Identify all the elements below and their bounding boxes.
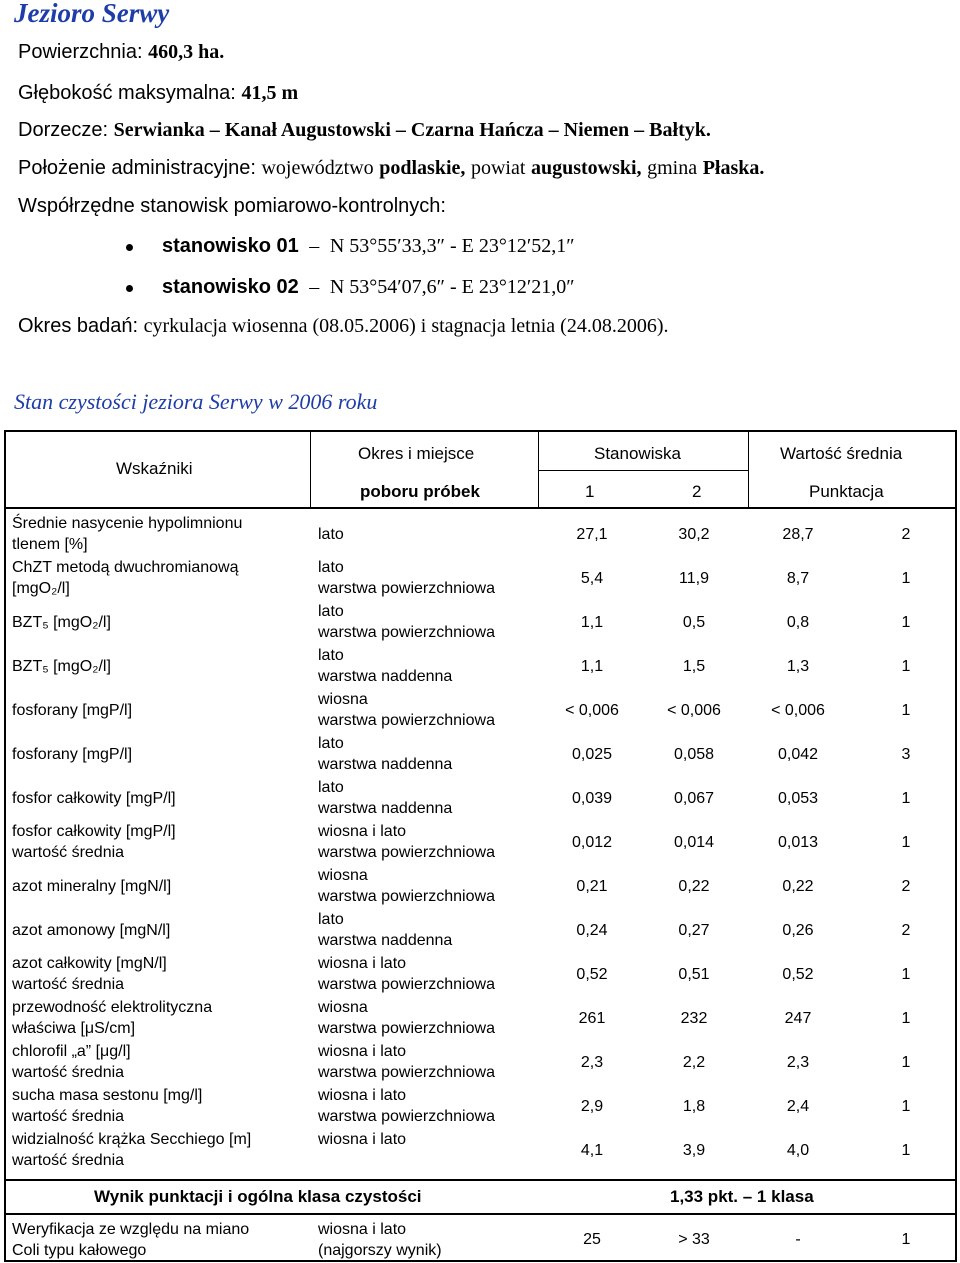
- row-indicator-2: wartość średnia: [12, 1064, 125, 1081]
- verif-mean: -: [795, 1231, 801, 1248]
- period-line: [18, 315, 668, 338]
- row-indicator: fosfor całkowity [mgP/l]: [12, 790, 176, 807]
- row-station-2: 11,9: [679, 570, 709, 587]
- depth-line: [18, 82, 298, 105]
- bullet-icon: [126, 285, 133, 292]
- station-1-coord: N 53°55′33,3″ - E 23°12′52,1″: [329, 235, 575, 257]
- row-points: 1: [901, 966, 911, 983]
- row-indicator: widzialność krążka Secchiego [m]: [12, 1131, 252, 1148]
- header-divider: [748, 432, 749, 507]
- row-indicator-2: właściwa [μS/cm]: [12, 1020, 136, 1037]
- row-points: 1: [901, 658, 911, 675]
- depth-label: Głębokość maksymalna:: [18, 82, 236, 104]
- row-period: lato: [318, 526, 344, 543]
- station-2-coord: N 53°54′07,6″ - E 23°12′21,0″: [329, 276, 575, 298]
- verif-period-1: wiosna i lato: [318, 1221, 407, 1238]
- depth-value: 41,5 m: [241, 82, 299, 104]
- row-points: 1: [901, 790, 911, 807]
- page-title: Jezioro Serwy: [14, 0, 170, 28]
- row-points: 1: [901, 834, 911, 851]
- row-layer: warstwa powierzchniowa: [318, 712, 495, 729]
- row-mean: 8,7: [786, 570, 810, 587]
- row-station-1: 0,025: [571, 746, 613, 763]
- row-layer: warstwa naddenna: [318, 932, 453, 949]
- row-points: 3: [901, 746, 911, 763]
- row-mean: 0,042: [777, 746, 819, 763]
- row-points: 2: [901, 878, 911, 895]
- row-indicator: azot całkowity [mgN/l]: [12, 955, 167, 972]
- row-mean: 4,0: [786, 1142, 810, 1159]
- area-line: [18, 41, 224, 64]
- row-station-2: 0,058: [673, 746, 715, 763]
- row-station-2: 232: [680, 1010, 708, 1027]
- row-indicator-2: tlenem [%]: [12, 536, 88, 553]
- row-indicator: przewodność elektrolityczna: [12, 999, 213, 1016]
- row-station-1: 4,1: [580, 1142, 604, 1159]
- row-station-1: 0,21: [576, 878, 608, 895]
- row-station-2: 1,8: [682, 1098, 706, 1115]
- header-period-1: Okres i miejsce: [358, 444, 475, 463]
- admin-text-2: powiat: [470, 157, 526, 179]
- header-indicators: Wskaźniki: [116, 459, 193, 478]
- row-mean: 247: [784, 1010, 812, 1027]
- row-mean: 0,26: [782, 922, 814, 939]
- row-mean: 0,22: [782, 878, 814, 895]
- row-station-1: 0,52: [576, 966, 608, 983]
- header-station-1: 1: [585, 482, 595, 501]
- summary-top-rule: [6, 1179, 955, 1181]
- row-station-1: < 0,006: [565, 702, 619, 719]
- row-indicator: BZT₅ [mgO₂/l]: [12, 614, 111, 631]
- row-station-2: 1,5: [682, 658, 706, 675]
- row-layer: warstwa naddenna: [318, 668, 453, 685]
- verif-indicator-1: Weryfikacja ze względu na miano: [12, 1221, 250, 1238]
- summary-label: Wynik punktacji i ogólna klasa czystości: [94, 1187, 422, 1206]
- header-stations: Stanowiska: [594, 444, 681, 463]
- admin-label: Położenie administracyjne:: [18, 157, 256, 179]
- row-period: wiosna: [318, 999, 368, 1016]
- row-period: lato: [318, 779, 344, 796]
- row-mean: 28,7: [782, 526, 814, 543]
- row-station-1: 2,3: [580, 1054, 604, 1071]
- row-points: 1: [901, 1010, 911, 1027]
- row-station-1: 1,1: [580, 614, 604, 631]
- row-station-2: 0,014: [673, 834, 715, 851]
- row-mean: 2,3: [786, 1054, 810, 1071]
- row-period: lato: [318, 603, 344, 620]
- period-label: Okres badań:: [18, 315, 139, 337]
- coords-line: [18, 195, 446, 218]
- row-mean: 0,053: [777, 790, 819, 807]
- row-period: wiosna i lato: [318, 955, 407, 972]
- row-points: 1: [901, 1098, 911, 1115]
- row-points: 1: [901, 1142, 911, 1159]
- row-layer: warstwa powierzchniowa: [318, 844, 495, 861]
- row-indicator: fosfor całkowity [mgP/l]: [12, 823, 176, 840]
- station-1-dash: –: [304, 235, 325, 257]
- row-indicator: sucha masa sestonu [mg/l]: [12, 1087, 203, 1104]
- water-quality-table: [4, 430, 957, 1262]
- admin-voivodeship: podlaskie,: [379, 157, 466, 179]
- admin-text-3: gmina: [647, 157, 698, 179]
- row-layer: warstwa powierzchniowa: [318, 1020, 495, 1037]
- row-station-1: 0,039: [571, 790, 613, 807]
- row-period: wiosna i lato: [318, 823, 407, 840]
- basin-label: Dorzecze:: [18, 119, 109, 141]
- row-indicator: chlorofil „a” [μg/l]: [12, 1043, 131, 1060]
- row-indicator-2: wartość średnia: [12, 1152, 125, 1169]
- verif-points: 1: [901, 1231, 911, 1248]
- admin-commune: Płaska.: [702, 157, 765, 179]
- basin-value: Serwianka – Kanał Augustowski – Czarna Hańcza – Niemen – Bałtyk.: [113, 119, 711, 141]
- row-period: wiosna i lato: [318, 1087, 407, 1104]
- header-mean: Wartość średnia: [780, 444, 903, 463]
- row-station-2: 0,22: [678, 878, 710, 895]
- row-points: 1: [901, 1054, 911, 1071]
- row-indicator: azot amonowy [mgN/l]: [12, 922, 171, 939]
- row-mean: 2,4: [786, 1098, 810, 1115]
- row-station-2: 0,5: [682, 614, 706, 631]
- row-station-1: 0,24: [576, 922, 608, 939]
- row-indicator: Średnie nasycenie hypolimnionu: [12, 515, 243, 532]
- verif-station-2: > 33: [678, 1231, 710, 1248]
- row-indicator-2: wartość średnia: [12, 976, 125, 993]
- basin-line: [18, 119, 711, 142]
- table-title: Stan czystości jeziora Serwy w 2006 roku: [14, 389, 378, 414]
- row-points: 2: [901, 922, 911, 939]
- row-points: 1: [901, 570, 911, 587]
- header-divider: [538, 470, 748, 471]
- station-1: [162, 235, 575, 258]
- header-bottom-rule: [6, 507, 955, 509]
- row-indicator-2: wartość średnia: [12, 844, 125, 861]
- row-indicator-2: [mgO₂/l]: [12, 580, 70, 597]
- row-station-2: 0,067: [673, 790, 715, 807]
- row-layer: warstwa powierzchniowa: [318, 1108, 495, 1125]
- row-indicator: fosforany [mgP/l]: [12, 702, 133, 719]
- row-mean: 0,52: [782, 966, 814, 983]
- row-indicator: ChZT metodą dwuchromianową: [12, 559, 239, 576]
- row-indicator: BZT₅ [mgO₂/l]: [12, 658, 111, 675]
- row-layer: warstwa naddenna: [318, 756, 453, 773]
- row-period: lato: [318, 911, 344, 928]
- row-station-1: 5,4: [580, 570, 604, 587]
- row-station-2: 0,27: [678, 922, 710, 939]
- row-layer: warstwa powierzchniowa: [318, 624, 495, 641]
- bullet-icon: [126, 244, 133, 251]
- admin-text-1: województwo: [261, 157, 374, 179]
- row-mean: 1,3: [786, 658, 810, 675]
- row-period: lato: [318, 559, 344, 576]
- row-station-1: 1,1: [580, 658, 604, 675]
- row-station-1: 0,012: [571, 834, 613, 851]
- row-layer: warstwa naddenna: [318, 800, 453, 817]
- verif-period-2: (najgorszy wynik): [318, 1242, 442, 1259]
- row-station-1: 27,1: [576, 526, 608, 543]
- row-period: wiosna i lato: [318, 1043, 407, 1060]
- summary-bottom-rule: [6, 1213, 955, 1215]
- row-points: 2: [901, 526, 911, 543]
- header-period-2: poboru próbek: [360, 482, 480, 501]
- verif-station-1: 25: [583, 1231, 601, 1248]
- area-label: Powierzchnia:: [18, 41, 143, 63]
- header-station-2: 2: [692, 482, 702, 501]
- row-indicator: azot mineralny [mgN/l]: [12, 878, 172, 895]
- row-station-2: 2,2: [682, 1054, 706, 1071]
- verif-indicator-2: Coli typu kałowego: [12, 1242, 147, 1259]
- row-points: 1: [901, 702, 911, 719]
- row-station-2: 30,2: [678, 526, 710, 543]
- row-points: 1: [901, 614, 911, 631]
- row-mean: 0,8: [786, 614, 810, 631]
- row-period: wiosna: [318, 691, 368, 708]
- coords-label: Współrzędne stanowisk pomiarowo-kontrolnych:: [18, 195, 446, 217]
- row-layer: warstwa powierzchniowa: [318, 888, 495, 905]
- row-period: wiosna i lato: [318, 1131, 407, 1148]
- area-value: 460,3 ha.: [148, 41, 225, 63]
- row-layer: warstwa powierzchniowa: [318, 976, 495, 993]
- admin-line: [18, 157, 764, 180]
- row-layer: warstwa powierzchniowa: [318, 1064, 495, 1081]
- row-period: lato: [318, 647, 344, 664]
- station-2-dash: –: [304, 276, 325, 298]
- admin-county: augustowski,: [530, 157, 642, 179]
- station-2: [162, 276, 575, 299]
- station-1-name: stanowisko 01: [162, 235, 299, 257]
- row-indicator-2: wartość średnia: [12, 1108, 125, 1125]
- summary-value: 1,33 pkt. – 1 klasa: [670, 1187, 814, 1206]
- row-mean: < 0,006: [771, 702, 825, 719]
- row-layer: warstwa powierzchniowa: [318, 580, 495, 597]
- header-divider: [310, 432, 311, 507]
- row-period: wiosna: [318, 867, 368, 884]
- row-station-1: 2,9: [580, 1098, 604, 1115]
- row-station-2: 3,9: [682, 1142, 706, 1159]
- row-period: lato: [318, 735, 344, 752]
- row-station-2: 0,51: [678, 966, 710, 983]
- row-station-2: < 0,006: [667, 702, 721, 719]
- period-value: cyrkulacja wiosenna (08.05.2006) i stagnacja letnia (24.08.2006).: [143, 315, 669, 337]
- row-mean: 0,013: [777, 834, 819, 851]
- row-station-1: 261: [578, 1010, 606, 1027]
- row-indicator: fosforany [mgP/l]: [12, 746, 133, 763]
- station-2-name: stanowisko 02: [162, 276, 299, 298]
- header-points: Punktacja: [809, 482, 884, 501]
